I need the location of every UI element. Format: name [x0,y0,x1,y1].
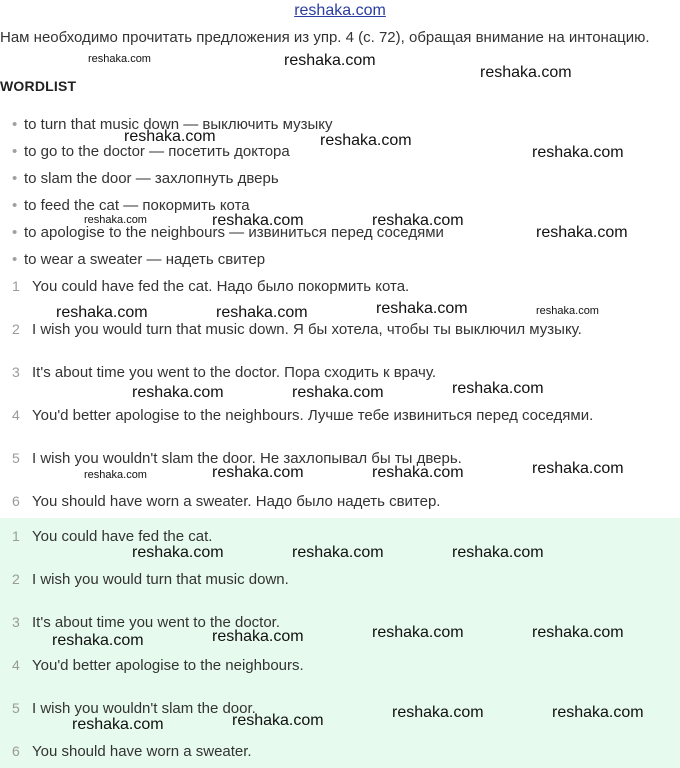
sentence-text: You'd better apologise to the neighbours. Лучше тебе извиниться перед соседями. [32,407,594,424]
answer-text: It's about time you went to the doctor. [32,614,281,631]
sentence-text: It's about time you went to the doctor. Пора сходить к врачу. [32,364,437,381]
watermark: reshaka.com [132,544,224,561]
watermark: reshaka.com [84,469,147,481]
wordlist-item [12,170,279,187]
bullet-icon: • [12,170,18,187]
watermark: reshaka.com [88,53,151,65]
sentence-text: I wish you wouldn't slam the door. Не захлопывал бы ты дверь. [32,450,462,467]
watermark: reshaka.com [56,304,148,321]
watermark: reshaka.com [292,544,384,561]
sentence-number: 1 [12,278,20,294]
watermark: reshaka.com [372,212,464,229]
watermark: reshaka.com [52,632,144,649]
bullet-icon: • [12,224,18,241]
watermark: reshaka.com [552,704,644,721]
wordlist-item-text: to wear a sweater — надеть свитер [24,251,266,268]
sentence-number: 6 [12,493,20,509]
wordlist-item-text: to turn that music down — выключить музыку [24,116,333,133]
answer-number: 4 [12,657,20,673]
watermark: reshaka.com [212,212,304,229]
answer-text: I wish you wouldn't slam the door. [32,700,256,717]
watermark: reshaka.com [132,384,224,401]
watermark: reshaka.com [532,460,624,477]
answer-text: I wish you would turn that music down. [32,571,289,588]
watermark: reshaka.com [372,464,464,481]
watermark: reshaka.com [216,304,308,321]
watermark: reshaka.com [376,300,468,317]
answer-number: 5 [12,700,20,716]
instruction-text: Нам необходимо прочитать предложения из упр. 4 (с. 72), обращая внимание на интонацию. [0,29,650,46]
wordlist-item-text: to feed the cat — покормить кота [24,197,250,214]
sentence-number: 4 [12,407,20,423]
answer-number: 2 [12,571,20,587]
answer-text: You could have fed the cat. [32,528,213,545]
sentence-text: I wish you would turn that music down. Я бы хотела, чтобы ты выключил музыку. [32,321,582,338]
watermark: reshaka.com [392,704,484,721]
sentence-text: You could have fed the cat. Надо было покормить кота. [32,278,410,295]
watermark: reshaka.com [124,128,216,145]
bullet-icon: • [12,197,18,214]
bullet-icon: • [12,143,18,160]
answer-number: 6 [12,743,20,759]
watermark: reshaka.com [72,716,164,733]
bullet-icon: • [12,116,18,133]
watermark: reshaka.com [532,624,624,641]
watermark: reshaka.com [212,628,304,645]
answer-text: You'd better apologise to the neighbours. [32,657,304,674]
watermark: reshaka.com [452,544,544,561]
wordlist-item [12,251,265,268]
answer-number: 1 [12,528,20,544]
sentence-number: 3 [12,364,20,380]
watermark: reshaka.com [480,64,572,81]
wordlist-item-text: to slam the door — захлопнуть дверь [24,170,279,187]
wordlist-item-text: to go to the doctor — посетить доктора [24,143,290,160]
watermark: reshaka.com [84,214,147,226]
bullet-icon: • [12,251,18,268]
answer-text: You should have worn a sweater. [32,743,252,760]
watermark: reshaka.com [232,712,324,729]
watermark: reshaka.com [536,224,628,241]
answer-number: 3 [12,614,20,630]
sentence-text: You should have worn a sweater. Надо было надеть свитер. [32,493,441,510]
watermark: reshaka.com [372,624,464,641]
wordlist-title: WORDLIST [0,78,77,94]
watermark: reshaka.com [320,132,412,149]
watermark: reshaka.com [284,52,376,69]
watermark: reshaka.com [292,384,384,401]
watermark: reshaka.com [452,380,544,397]
top-watermark-link[interactable]: reshaka.com [294,2,386,19]
wordlist-item-text: to apologise to the neighbours — извиниться перед соседями [24,224,444,241]
sentence-number: 2 [12,321,20,337]
sentence-number: 5 [12,450,20,466]
watermark: reshaka.com [212,464,304,481]
watermark: reshaka.com [536,305,599,317]
watermark: reshaka.com [532,144,624,161]
